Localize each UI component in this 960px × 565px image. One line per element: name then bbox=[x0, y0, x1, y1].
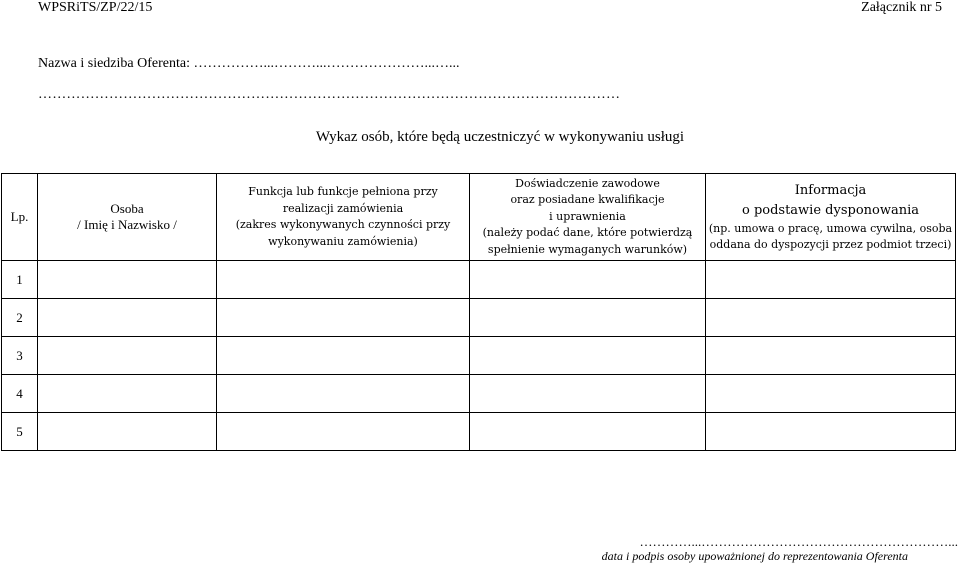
page-title: Wykaz osób, które będą uczestniczyć w wykonywaniu usługi bbox=[315, 129, 685, 145]
annex-number: Załącznik nr 5 bbox=[861, 0, 942, 15]
offeror-dots-line: …………………………………………………………………………………………………………… bbox=[38, 87, 621, 102]
function-cell[interactable] bbox=[217, 299, 470, 337]
info-cell[interactable] bbox=[706, 299, 956, 337]
header-info: Informacja o podstawie dysponowania (np. umowa o pracę, umowa cywilna, osoba oddana do dyspozycji przez podmiot trzeci) bbox=[706, 174, 956, 261]
person-cell[interactable] bbox=[38, 375, 217, 413]
row-number: 4 bbox=[2, 375, 38, 413]
person-cell[interactable] bbox=[38, 337, 217, 375]
experience-cell[interactable] bbox=[470, 299, 706, 337]
row-number: 2 bbox=[2, 299, 38, 337]
header-function: Funkcja lub funkcje pełniona przy realizacji zamówienia (zakres wykonywanych czynności przy wykonywaniu zamówienia) bbox=[217, 174, 470, 261]
header-person: Osoba / Imię i Nazwisko / bbox=[38, 174, 217, 261]
experience-cell[interactable] bbox=[470, 337, 706, 375]
function-cell[interactable] bbox=[217, 413, 470, 451]
offeror-dots: ……………...………...…………………...…... bbox=[189, 56, 460, 71]
function-cell[interactable] bbox=[217, 337, 470, 375]
experience-cell[interactable] bbox=[470, 375, 706, 413]
document-reference: WPSRiTS/ZP/22/15 bbox=[38, 0, 153, 15]
table-row bbox=[2, 261, 956, 299]
info-cell[interactable] bbox=[706, 261, 956, 299]
table-row bbox=[2, 337, 956, 375]
header-lp: Lp. bbox=[2, 174, 38, 261]
person-cell[interactable] bbox=[38, 299, 217, 337]
function-cell[interactable] bbox=[217, 375, 470, 413]
row-number: 5 bbox=[2, 413, 38, 451]
info-cell[interactable] bbox=[706, 413, 956, 451]
row-number: 1 bbox=[2, 261, 38, 299]
person-cell[interactable] bbox=[38, 261, 217, 299]
info-cell[interactable] bbox=[706, 375, 956, 413]
row-number: 3 bbox=[2, 337, 38, 375]
person-cell[interactable] bbox=[38, 413, 217, 451]
offeror-label: Nazwa i siedziba Oferenta: bbox=[38, 56, 190, 71]
table-row bbox=[2, 413, 956, 451]
signature-caption: data i podpis osoby upoważnionej do reprezentowania Oferenta bbox=[601, 549, 908, 563]
offeror-name-line bbox=[38, 56, 459, 72]
info-cell[interactable] bbox=[706, 337, 956, 375]
header-experience: Doświadczenie zawodowe oraz posiadane kwalifikacje i uprawnienia (należy podać dane, które potwierdzą spełnienie wymaganych warunków) bbox=[470, 174, 706, 261]
signature-dots: …………...…………………………………………………... bbox=[639, 534, 958, 549]
table-row bbox=[2, 375, 956, 413]
experience-cell[interactable] bbox=[470, 261, 706, 299]
experience-cell[interactable] bbox=[470, 413, 706, 451]
persons-table bbox=[1, 173, 956, 451]
table-row bbox=[2, 299, 956, 337]
function-cell[interactable] bbox=[217, 261, 470, 299]
table-header-row bbox=[2, 174, 956, 261]
